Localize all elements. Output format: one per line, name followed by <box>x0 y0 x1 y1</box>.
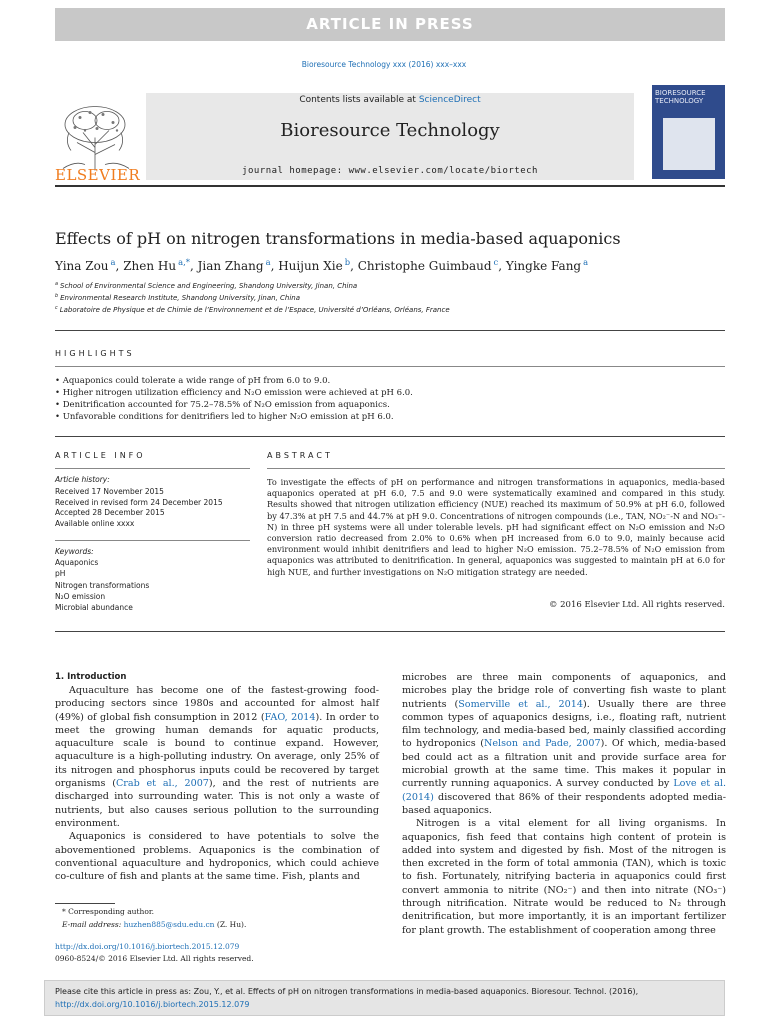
paragraph-text: ). Of which, media-based bed could act as a filtration unit and provide surface area for microbial growth at the same time. This makes it popular in currently running aquaponics. A survey conducted by <box>402 738 726 790</box>
journal-title: Bioresource Technology <box>280 120 500 141</box>
reference-link[interactable]: Somerville et al., 2014 <box>458 698 583 710</box>
affiliation <box>55 282 357 290</box>
divider <box>55 366 725 367</box>
author-affiliation-marker[interactable]: b <box>344 257 351 267</box>
highlight-text: Unfavorable conditions for denitrifiers led to higher N₂O emission at pH 6.0. <box>62 412 394 422</box>
elsevier-wordmark: ELSEVIER <box>55 166 141 184</box>
author-affiliation-marker[interactable]: a,* <box>178 257 190 267</box>
corresponding-author-note: * Corresponding author. <box>62 907 155 916</box>
article-in-press-banner: ARTICLE IN PRESS <box>55 8 725 41</box>
email-link[interactable]: huzhen885@sdu.edu.cn <box>123 920 215 929</box>
affiliation-text: School of Environmental Science and Engineering, Shandong University, Jinan, China <box>60 282 358 290</box>
journal-homepage-link[interactable]: journal homepage: www.elsevier.com/locate/biortech <box>242 166 538 176</box>
author-name: Jian Zhang <box>197 259 264 273</box>
paragraph-text: microbes are three main components of aquaponics, and microbes play the bridge role of converting fish waste to plant nutrients ( <box>402 672 726 710</box>
paragraph-text: ), and the rest of nutrients are discharged into surrounding water. This is not only a waste of nutrients, but also causes serious pollution to the surrounding environment. <box>55 778 379 829</box>
reference-link[interactable]: Nelson and Pade, 2007 <box>483 738 601 750</box>
paper-title: Effects of pH on nitrogen transformations in media-based aquaponics <box>55 229 621 248</box>
highlights-heading: HIGHLIGHTS <box>55 349 135 358</box>
email-footnote <box>62 920 246 929</box>
email-suffix: (Z. Hu). <box>214 920 247 929</box>
bullet: • <box>55 400 63 410</box>
abstract-text: To investigate the effects of pH on performance and nitrogen transformations in aquaponics, media-based aquaponics operated at pH 6.0, 7.5 and 9.0 were systematically examined and compared in this study. Results showed that nitrogen utilization efficiency (NUE) reached its maximum of 50.9% at pH 6.0, followed by 47.3% at pH 7.5 and 44.7% at pH 9.0. Concentrations of nitrogen compounds (i.e., TAN, NO₂⁻-N and NO₃⁻-N) in three pH systems were all under tolerable levels. pH had significant effect on N₂O emission and N₂O conversion ratio decreased from 2.0% to 0.6% when pH increased from 6.0 to 9.0, mainly because acid environment would inhibit denitrifiers and lead to higher N₂O emission. 75.2–78.5% of N₂O emission from aquaponics was attributed to denitrification. In general, aquaponics was suggested to maintain pH at 6.0 for high NUE, and further investigations on N₂O mitigation strategy are needed. <box>267 477 725 577</box>
bullet: • <box>55 376 63 386</box>
paragraph-text: ). Usually there are three common types of aquaponics designs, i.e., floating raft, nutrient film technology, and media-based bed, mainly classified according to hydroponics ( <box>402 698 727 750</box>
intro-paragraph <box>402 817 726 937</box>
affiliation <box>55 294 300 302</box>
author-list: Yina Zou $^a$, Zhen Hu $^{a,*}$, Jian Zhang $^a$, Huijun Xie $^b$, Christophe Guimbaud $^c$, Yingke Fang $^a$ <box>55 257 589 273</box>
highlight-item <box>55 412 394 422</box>
article-history-label: Article history: <box>55 475 110 484</box>
reference-link[interactable]: FAO, 2014 <box>264 711 316 723</box>
keywords-label: Keywords: <box>55 547 94 556</box>
sciencedirect-link[interactable]: ScienceDirect <box>418 95 481 105</box>
author-affiliation-marker[interactable]: a <box>110 257 116 267</box>
affiliation-text: Environmental Research Institute, Shandong University, Jinan, China <box>60 294 301 302</box>
intro-paragraph <box>55 830 379 883</box>
keyword: Nitrogen transformations <box>55 580 150 590</box>
divider <box>267 468 725 469</box>
affiliation-label: a <box>55 280 58 287</box>
author-name: Christophe Guimbaud <box>357 259 492 273</box>
highlight-text: Denitrification accounted for 75.2–78.5% of N₂O emission from aquaponics. <box>62 400 390 410</box>
history-entry: Available online xxxx <box>55 518 135 528</box>
intro-heading: 1. Introduction <box>55 672 127 682</box>
divider <box>55 330 725 331</box>
contents-prefix: Contents lists available at <box>299 95 419 105</box>
author-affiliation-marker[interactable]: a <box>583 257 589 267</box>
intro-right-column <box>402 671 726 937</box>
author-affiliation-marker[interactable]: c <box>493 257 499 267</box>
cover-figure <box>663 118 715 170</box>
abstract-copyright: © 2016 Elsevier Ltd. All rights reserved. <box>548 600 725 610</box>
header-divider <box>55 185 725 187</box>
paragraph-text: Aquaculture has become one of the fastest-growing food-producing sectors since 1980s and accounted for almost half (49%) of global fish consumption in 2012 ( <box>55 685 379 723</box>
paragraph-text: Aquaponics is considered to have potentials to solve the abovementioned problems. Aquaponics is the combination of conventional aquaculture and hydroponics, which could achieve co-culture of fish and plants at the same time. Fish, plants and <box>55 831 379 883</box>
affiliation <box>55 306 450 314</box>
divider <box>55 631 725 632</box>
author-name: Huijun Xie <box>278 259 343 273</box>
keyword: Microbial abundance <box>55 603 133 613</box>
cite-doi-link[interactable]: http://dx.doi.org/10.1016/j.biortech.2015.12.079 <box>55 1000 250 1009</box>
keyword: N₂O emission <box>55 591 106 601</box>
keyword: pH <box>55 569 66 579</box>
journal-citation-link[interactable]: Bioresource Technology xxx (2016) xxx–xxx <box>301 60 467 69</box>
article-info-heading: ARTICLE INFO <box>55 451 146 460</box>
highlight-item <box>55 376 330 386</box>
paragraph-text: Nitrogen is a vital element for all living organisms. In aquaponics, fish feed that contains high content of protein is added into system and digested by fish. Most of the nitrogen is then excreted in the form of total ammonia (TAN), which is toxic to fish. Fortunately, nitrifying bacteria in aquaponics could first convert ammonia to nitrite (NO₂⁻) and then into nitrate (NO₃⁻) through nitrification. Nitrate would be reduced to N₂ through denitrification, but more importantly, it is an important fertilizer for plant growth. The establishment of cooperation among three <box>402 818 726 936</box>
divider <box>55 468 250 469</box>
affiliation-label: b <box>55 292 59 299</box>
divider <box>55 436 725 437</box>
reference-link[interactable]: Crab et al., 2007 <box>115 778 209 790</box>
history-entry: Received 17 November 2015 <box>55 487 164 496</box>
author-name: Yingke Fang <box>505 259 582 273</box>
bullet: • <box>55 388 63 398</box>
author-name: Yina Zou <box>55 259 109 273</box>
highlight-item <box>55 400 390 410</box>
paragraph-text: ). In order to meet the growing human demands for aquatic products, aquaculture scale is bound to continue expand. However, aquaculture is a high-polluting industry. On average, only 25% of its nitrogen and phosphorus inputs could be recovered by target organisms ( <box>55 711 379 790</box>
history-entry: Accepted 28 December 2015 <box>55 508 165 517</box>
footnote-divider <box>55 903 115 904</box>
divider <box>55 540 250 541</box>
intro-left-column <box>55 684 379 883</box>
abstract-heading: ABSTRACT <box>267 451 333 460</box>
intro-paragraph <box>402 671 726 817</box>
highlight-item <box>55 388 413 398</box>
affiliation-text: Laboratoire de Physique et de Chimie de l’Environnement et de l’Espace, Université d’Orléans, Orléans, France <box>59 306 450 314</box>
paragraph-text: discovered that 86% of their respondents adopted media-based aquaponics. <box>402 791 726 816</box>
issn-line: 0960-8524/© 2016 Elsevier Ltd. All rights reserved. <box>55 954 254 963</box>
affiliation-label: c <box>55 304 58 311</box>
cite-text: Please cite this article in press as: Zou, Y., et al. Effects of pH on nitrogen transformations in media-based aquaponics. Bioresour. Technol. (2016), <box>55 987 639 996</box>
author-affiliation-marker[interactable]: a <box>265 257 271 267</box>
cover-title: BIORESOURCE TECHNOLOGY <box>655 89 706 105</box>
contents-line <box>146 95 634 105</box>
highlight-text: Higher nitrogen utilization efficiency and N₂O emission were achieved at pH 6.0. <box>62 388 413 398</box>
author-name: Zhen Hu <box>123 259 177 273</box>
bullet: • <box>55 412 63 422</box>
highlight-text: Aquaponics could tolerate a wide range of pH from 6.0 to 9.0. <box>62 376 331 386</box>
keyword: Aquaponics <box>55 558 99 567</box>
reference-link[interactable]: Love et al. (2014) <box>402 778 726 803</box>
history-entry: Received in revised form 24 December 2015 <box>55 497 223 507</box>
doi-link[interactable]: http://dx.doi.org/10.1016/j.biortech.2015.12.079 <box>55 942 240 951</box>
intro-paragraph <box>55 684 379 830</box>
email-label: E-mail address: <box>62 920 124 929</box>
cite-this-article-box <box>44 980 725 1016</box>
